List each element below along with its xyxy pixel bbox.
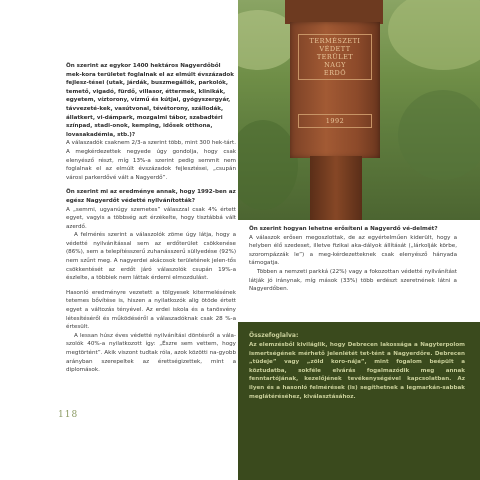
foliage <box>388 0 480 70</box>
paragraph-national-park: Többen a nemzeti parkká (22%) vagy a fokozottan védetté nyilvánítást látják jó iránynak, míg mások (33%) több erdészt szeretnének látni a Nagyerdőben. <box>249 268 457 293</box>
post-year <box>298 114 372 128</box>
wooden-post <box>290 22 380 158</box>
answer-protection-result: A „semmi, ugyanúgy szemetes” válaszzal csak 4% értett egyet, vagyis a többség azt érzékelte, hogy tisztábbá vált azerdő. <box>66 206 236 230</box>
summary-title: Összefoglalva: <box>249 332 299 339</box>
answer-strengthen: A válaszok erősen megoszlottak, de az egyértelműen kiderült, hogy a helyben élő szedeset, illetve fizikai aka-dályok állítását („lárkolják körbe, szorompázzák le”) a meg-kérdezetteknek csak elenyésző hányada támogatja. <box>249 234 457 267</box>
question-strengthen: Ön szerint hogyan lehetne erősíteni a Nagyerdő vé-delmét? <box>249 226 438 232</box>
foliage <box>398 90 480 180</box>
summary-text: Az elemzésből kiviláglik, hogy Debrecen lakossága a Nagyterpolom ismertségének mérhető jelenlétét tet-tént a Nagyerdőre. Debrecen „tüdeje” vagy „zöld koro-nája”, mint fogalom beépült a köztudatba, sokféle elvárás fogalmazódik meg annak fenntartójának, kezelőjének tevékenységével kapcsolatban. Az ilyen és a hasonló felmérések (is) segíthetnek a legmarkán-sabbak meglátéréséhez, kiválasztásához. <box>249 342 465 400</box>
paragraph-awareness: A lessan húsz éves védetté nyilvánítási döntésről a vála-szolók 40%-a nyilatkozott így: „Észre sem vettem, hogy megtörtént”. Akik viszont tudtak róla, azok közötti na-gyobb arányban szerepeltek az érettségizettek, mint a diplomások. <box>66 332 236 374</box>
post-year-text: 1992 <box>298 114 372 128</box>
post-carving <box>298 34 372 80</box>
question-protection-result: Ön szerint mi az eredménye annak, hogy 1992-ben az egész Nagyerdőt védetté nyilvánították? <box>66 189 236 204</box>
post-base <box>310 156 362 220</box>
post-cap <box>285 0 383 24</box>
paragraph-oak: Hasonló eredményre vezetett a tölgyesek kitermelésének tetemes bővítése is, hiszen a nyilatkozók alig ötöde értett egyet a változás tényével. Az erdei iskola és a tanösvény létesítéséről és működéséről a válaszadóknak csak 28 %-a értesült. <box>66 289 236 331</box>
question-area: Ön szerint az egykor 1400 hektáros Nagyerdőből mek-kora területet foglalnak el az elmúlt évszázadok fejlesz-tései (utak, járdák, buszmegállók, parkolók, temető, vigadó, fürdő, villasor, éttermek, klinikák, egyetem, víztorony, vízmű és kútjai, gyógyszergyár, távvezeté-kek, vasútvonal, tévétorony, szállodák, állatkert, vi-dámpark, mozgalmi tábor, szabadtéri színpad, stadi-onok, kemping, idősek otthona, lovasakadémia, stb.)? <box>66 63 234 138</box>
page-number: 118 <box>58 410 79 420</box>
foliage <box>238 120 298 210</box>
summary-box <box>238 322 480 480</box>
answer-area: A válaszadók csaknem 2/3-a szerint több, mint 300 hek-tárt. A megkérdezettek negyede úgy gondolja, hogy csak elenyésző részt, míg 13%-a szerint pedig semmit nem foglalnak el az elmúlt évszázadok fejlesztései, „csupán városi parkerdővé vált a Nagyerdő”. <box>66 140 236 181</box>
protected-area-post-photo <box>238 0 480 220</box>
left-text-column <box>66 62 236 375</box>
post-carving-text: TERMÉSZETI VÉDETT TERÜLET NAGY ERDŐ <box>298 34 372 80</box>
paragraph-survey: A felmérés szerint a válaszolók zöme úgy látja, hogy a védetté nyilvánítással sem az erdőterület csökkenése (86%), sem a telepítésszerű zuhanásszerű süllyedése (92%) nem szűnt meg. A nagyerdei akácosok területének jelen-tős csökkentését az erdőt járó válaszolók csupán 19%-a észlelte, a többiek nem láttak érdemi elmozdulást. <box>66 232 236 282</box>
right-text-column <box>249 225 457 294</box>
